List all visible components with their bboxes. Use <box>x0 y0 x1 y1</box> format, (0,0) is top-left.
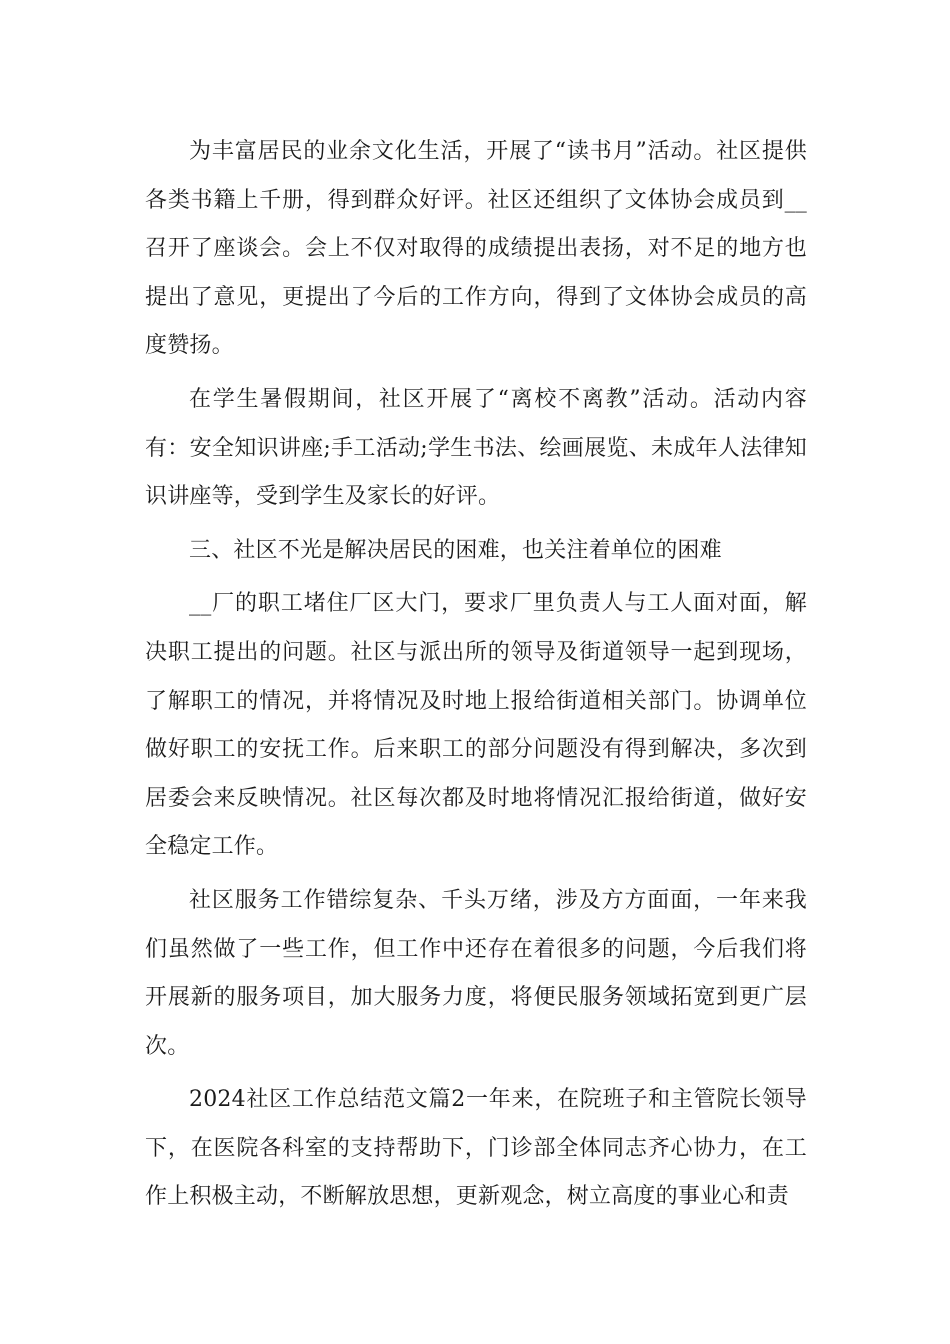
paragraph-sample-2-intro: 2024社区工作总结范文篇2一年来，在院班子和主管院长领导下，在医院各科室的支持帮助下，门诊部全体同志齐心协力，在工作上积极主动，不断解放思想，更新观念，树立高度的事业心和责 <box>145 1087 807 1210</box>
paragraph-service-outlook: 社区服务工作错综复杂、千头万绪，涉及方方面面，一年来我们虽然做了一些工作，但工作中还存在着很多的问题，今后我们将开展新的服务项目，加大服务力度，将便民服务领域拓宽到更广层次。 <box>145 887 807 1059</box>
paragraph-summer-activity: 在学生暑假期间，社区开展了“离校不离教”活动。活动内容有：安全知识讲座;手工活动;学生书法、绘画展览、未成年人法律知识讲座等，受到学生及家长的好评。 <box>145 386 807 510</box>
paragraph-reading-month: 为丰富居民的业余文化生活，开展了“读书月”活动。社区提供各类书籍上千册，得到群众好评。社区还组织了文体协会成员到__召开了座谈会。会上不仅对取得的成绩提出表扬，对不足的地方也提出了意见，更提出了今后的工作方向，得到了文体协会成员的高度赞扬。 <box>145 139 807 359</box>
paragraph-factory-workers: __厂的职工堵住厂区大门，要求厂里负责人与工人面对面，解决职工提出的问题。社区与派出所的领导及街道领导一起到现场，了解职工的情况，并将情况及时地上报给街道相关部门。协调单位做好职工的安抚工作。后来职工的部分问题没有得到解决，多次到居委会来反映情况。社区每次都及时地将情况汇报给街道，做好安全稳定工作。 <box>145 591 807 860</box>
section-heading-3: 三、社区不光是解决居民的困难，也关注着单位的困难 <box>189 537 722 563</box>
document-body <box>145 128 807 1227</box>
